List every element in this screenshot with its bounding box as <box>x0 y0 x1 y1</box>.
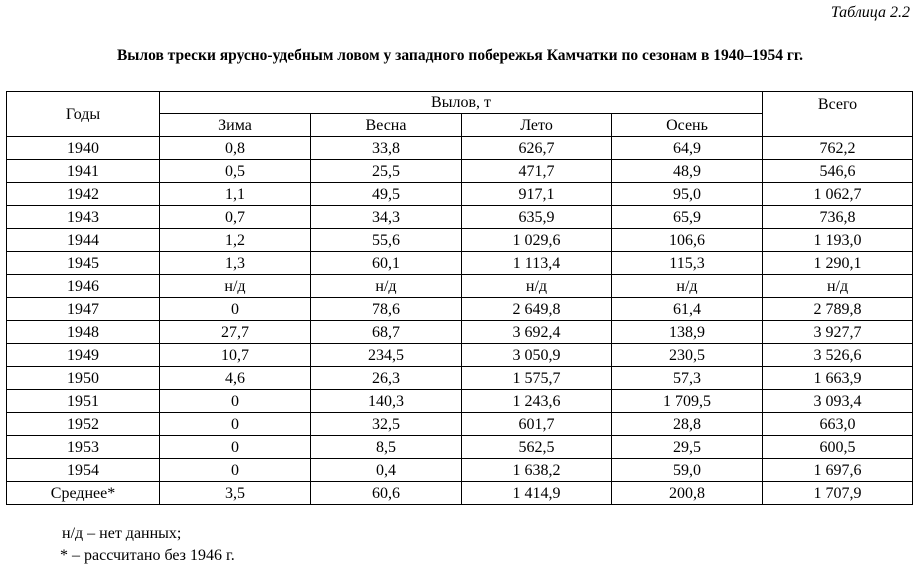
total-cell: 600,5 <box>763 436 913 459</box>
year-cell: 1951 <box>7 390 160 413</box>
winter-cell: 0 <box>160 390 311 413</box>
table-title: Вылов трески ярусно-удебным ловом у западного побережья Камчатки по сезонам в 1940–1954 гг. <box>116 47 804 64</box>
footnote-no-data: н/д – нет данных; <box>62 525 182 542</box>
table-row <box>7 367 913 390</box>
summer-cell: 562,5 <box>462 436 612 459</box>
table-row <box>7 183 913 206</box>
total-cell: 3 093,4 <box>763 390 913 413</box>
winter-cell: 0 <box>160 298 311 321</box>
autumn-cell: 95,0 <box>612 183 763 206</box>
summer-cell: 1 113,4 <box>462 252 612 275</box>
total-cell: н/д <box>763 275 913 298</box>
winter-cell: 1,2 <box>160 229 311 252</box>
summer-cell: н/д <box>462 275 612 298</box>
year-cell: 1944 <box>7 229 160 252</box>
header-total: Всего <box>763 92 913 137</box>
total-cell: 2 789,8 <box>763 298 913 321</box>
year-cell: 1941 <box>7 160 160 183</box>
winter-cell: 0 <box>160 459 311 482</box>
winter-cell: 27,7 <box>160 321 311 344</box>
autumn-cell: 57,3 <box>612 367 763 390</box>
spring-cell: 234,5 <box>311 344 462 367</box>
year-cell: 1947 <box>7 298 160 321</box>
table-row <box>7 206 913 229</box>
winter-cell: 1,3 <box>160 252 311 275</box>
total-cell: 3 526,6 <box>763 344 913 367</box>
winter-cell: н/д <box>160 275 311 298</box>
table-body <box>7 137 913 505</box>
year-cell: 1949 <box>7 344 160 367</box>
autumn-cell: 115,3 <box>612 252 763 275</box>
year-cell: 1953 <box>7 436 160 459</box>
winter-cell: 0 <box>160 413 311 436</box>
spring-cell: 60,1 <box>311 252 462 275</box>
winter-cell: 3,5 <box>160 482 311 505</box>
summer-cell: 601,7 <box>462 413 612 436</box>
summer-cell: 3 692,4 <box>462 321 612 344</box>
autumn-cell: 64,9 <box>612 137 763 160</box>
spring-cell: 55,6 <box>311 229 462 252</box>
summer-cell: 917,1 <box>462 183 612 206</box>
spring-cell: 60,6 <box>311 482 462 505</box>
summer-cell: 2 649,8 <box>462 298 612 321</box>
table-row <box>7 390 913 413</box>
table-row <box>7 413 913 436</box>
summer-cell: 471,7 <box>462 160 612 183</box>
spring-cell: 8,5 <box>311 436 462 459</box>
total-cell: 1 697,6 <box>763 459 913 482</box>
autumn-cell: 59,0 <box>612 459 763 482</box>
total-cell: 546,6 <box>763 160 913 183</box>
winter-cell: 10,7 <box>160 344 311 367</box>
winter-cell: 0,7 <box>160 206 311 229</box>
catch-table <box>6 91 913 505</box>
summer-cell: 1 575,7 <box>462 367 612 390</box>
autumn-cell: 106,6 <box>612 229 763 252</box>
spring-cell: 68,7 <box>311 321 462 344</box>
year-cell: 1942 <box>7 183 160 206</box>
autumn-cell: 138,9 <box>612 321 763 344</box>
autumn-cell: 65,9 <box>612 206 763 229</box>
header-catch-group: Вылов, т <box>160 92 763 114</box>
winter-cell: 4,6 <box>160 367 311 390</box>
year-cell: 1950 <box>7 367 160 390</box>
spring-cell: 32,5 <box>311 413 462 436</box>
spring-cell: 140,3 <box>311 390 462 413</box>
total-cell: 1 663,9 <box>763 367 913 390</box>
summer-cell: 1 638,2 <box>462 459 612 482</box>
year-cell: 1954 <box>7 459 160 482</box>
table-row <box>7 160 913 183</box>
header-season-spring: Весна <box>311 114 462 137</box>
table-row <box>7 298 913 321</box>
header-season-autumn: Осень <box>612 114 763 137</box>
summer-cell: 1 029,6 <box>462 229 612 252</box>
total-cell: 1 707,9 <box>763 482 913 505</box>
total-cell: 1 290,1 <box>763 252 913 275</box>
year-cell: Среднее* <box>7 482 160 505</box>
year-cell: 1943 <box>7 206 160 229</box>
total-cell: 1 062,7 <box>763 183 913 206</box>
total-cell: 762,2 <box>763 137 913 160</box>
autumn-cell: 1 709,5 <box>612 390 763 413</box>
summer-cell: 3 050,9 <box>462 344 612 367</box>
summer-cell: 635,9 <box>462 206 612 229</box>
year-cell: 1948 <box>7 321 160 344</box>
total-cell: 1 193,0 <box>763 229 913 252</box>
table-number: Таблица 2.2 <box>830 4 910 21</box>
table-row <box>7 137 913 160</box>
spring-cell: 25,5 <box>311 160 462 183</box>
total-cell: 663,0 <box>763 413 913 436</box>
autumn-cell: 29,5 <box>612 436 763 459</box>
spring-cell: 49,5 <box>311 183 462 206</box>
total-cell: 3 927,7 <box>763 321 913 344</box>
year-cell: 1940 <box>7 137 160 160</box>
winter-cell: 0,5 <box>160 160 311 183</box>
table-row <box>7 459 913 482</box>
table-row <box>7 252 913 275</box>
summer-cell: 1 414,9 <box>462 482 612 505</box>
table-row <box>7 229 913 252</box>
footnotes <box>62 523 235 567</box>
winter-cell: 0,8 <box>160 137 311 160</box>
autumn-cell: 28,8 <box>612 413 763 436</box>
summer-cell: 626,7 <box>462 137 612 160</box>
autumn-cell: 200,8 <box>612 482 763 505</box>
autumn-cell: 230,5 <box>612 344 763 367</box>
spring-cell: 33,8 <box>311 137 462 160</box>
header-season-winter: Зима <box>160 114 311 137</box>
total-cell: 736,8 <box>763 206 913 229</box>
year-cell: 1946 <box>7 275 160 298</box>
spring-cell: 34,3 <box>311 206 462 229</box>
spring-cell: 78,6 <box>311 298 462 321</box>
spring-cell: н/д <box>311 275 462 298</box>
footnote-average: * – рассчитано без 1946 г. <box>60 547 235 564</box>
table-row <box>7 344 913 367</box>
autumn-cell: 61,4 <box>612 298 763 321</box>
year-cell: 1952 <box>7 413 160 436</box>
header-season-summer: Лето <box>462 114 612 137</box>
table-row <box>7 275 913 298</box>
table-row <box>7 482 913 505</box>
year-cell: 1945 <box>7 252 160 275</box>
table-row <box>7 321 913 344</box>
winter-cell: 1,1 <box>160 183 311 206</box>
table-row <box>7 436 913 459</box>
header-years: Годы <box>7 92 160 137</box>
autumn-cell: н/д <box>612 275 763 298</box>
winter-cell: 0 <box>160 436 311 459</box>
header-row-1 <box>7 92 913 114</box>
spring-cell: 0,4 <box>311 459 462 482</box>
autumn-cell: 48,9 <box>612 160 763 183</box>
spring-cell: 26,3 <box>311 367 462 390</box>
summer-cell: 1 243,6 <box>462 390 612 413</box>
